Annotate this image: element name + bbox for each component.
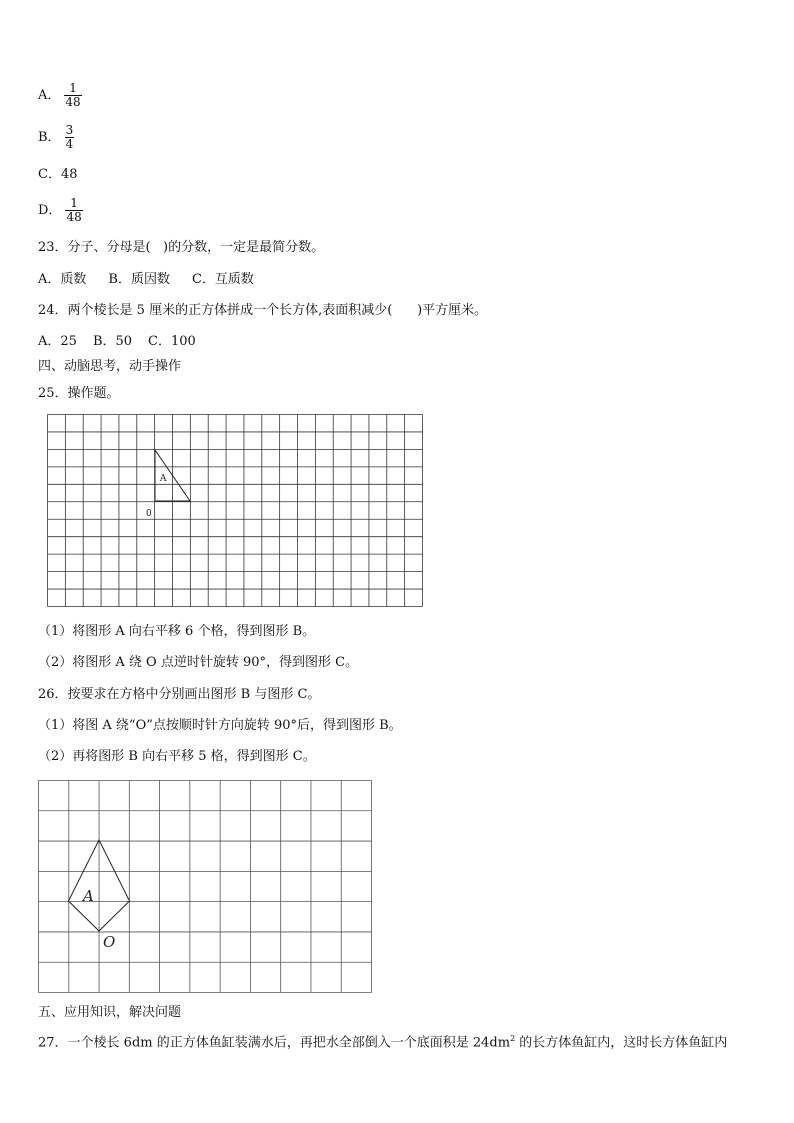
q27-text-post: 的长方体鱼缸内，这时长方体鱼缸内 (515, 1035, 728, 1051)
denominator: 48 (66, 210, 82, 224)
q24-stem: 24．两个棱长是 5 厘米的正方体拼成一个长方体,表面积减少( )平方厘米。 (38, 303, 488, 318)
label-a: A (160, 474, 167, 484)
q24-options (38, 334, 196, 350)
q26-grid (38, 780, 373, 994)
q23-stem: 23．分子、分母是( )的分数，一定是最简分数。 (38, 240, 325, 255)
q27-stem (38, 1031, 727, 1051)
option-b: B．50 (92, 334, 133, 349)
label-o: O (103, 933, 116, 951)
q27-text-pre: 27．一个棱长 6dm 的正方体鱼缸装满水后，再把水全部倒入一个底面积是 24dm (38, 1035, 511, 1051)
option-b: B．质因数 (108, 272, 170, 287)
q25-stem: 25．操作题。 (38, 386, 120, 401)
option-label: A． (38, 87, 61, 103)
option-label: B． (38, 129, 61, 145)
option-c: C．互质数 (191, 272, 254, 287)
section-5-heading: 五、应用知识，解决问题 (38, 1005, 182, 1020)
fraction (64, 82, 81, 109)
q22-option-a (38, 82, 82, 109)
q26-part-1: （1）将图 A 绕“O”点按顺时针方向旋转 90°后，得到图形 B。 (38, 718, 402, 733)
q22-option-d (38, 197, 83, 224)
q22-option-b (38, 124, 74, 151)
option-label: D． (38, 202, 62, 218)
option-a: A．25 (38, 334, 77, 349)
label-o: 0 (146, 509, 152, 519)
numerator: 1 (65, 197, 82, 211)
fraction (65, 124, 75, 151)
q22-option-c: C．48 (38, 167, 78, 182)
option-c: C．100 (148, 334, 196, 349)
section-4-heading: 四、动脑思考，动手操作 (38, 359, 182, 374)
denominator: 48 (65, 95, 81, 109)
q23-options (38, 272, 254, 288)
denominator: 4 (65, 137, 74, 151)
q25-part-1: （1）将图形 A 向右平移 6 个格，得到图形 B。 (38, 624, 316, 639)
option-a: A．质数 (38, 272, 87, 287)
fraction (65, 197, 82, 224)
superscript: 2 (510, 1034, 516, 1043)
q25-part-2: （2）将图形 A 绕 O 点逆时针旋转 90°，得到图形 C。 (38, 655, 359, 670)
grid-lines (48, 415, 423, 607)
q26-part-2: （2）再将图形 B 向右平移 5 格，得到图形 C。 (38, 749, 316, 764)
q26-stem: 26．按要求在方格中分别画出图形 B 与图形 C。 (38, 687, 321, 702)
q25-grid (47, 414, 423, 607)
numerator: 3 (65, 123, 74, 137)
label-a: A (83, 887, 94, 905)
numerator: 1 (64, 82, 81, 96)
